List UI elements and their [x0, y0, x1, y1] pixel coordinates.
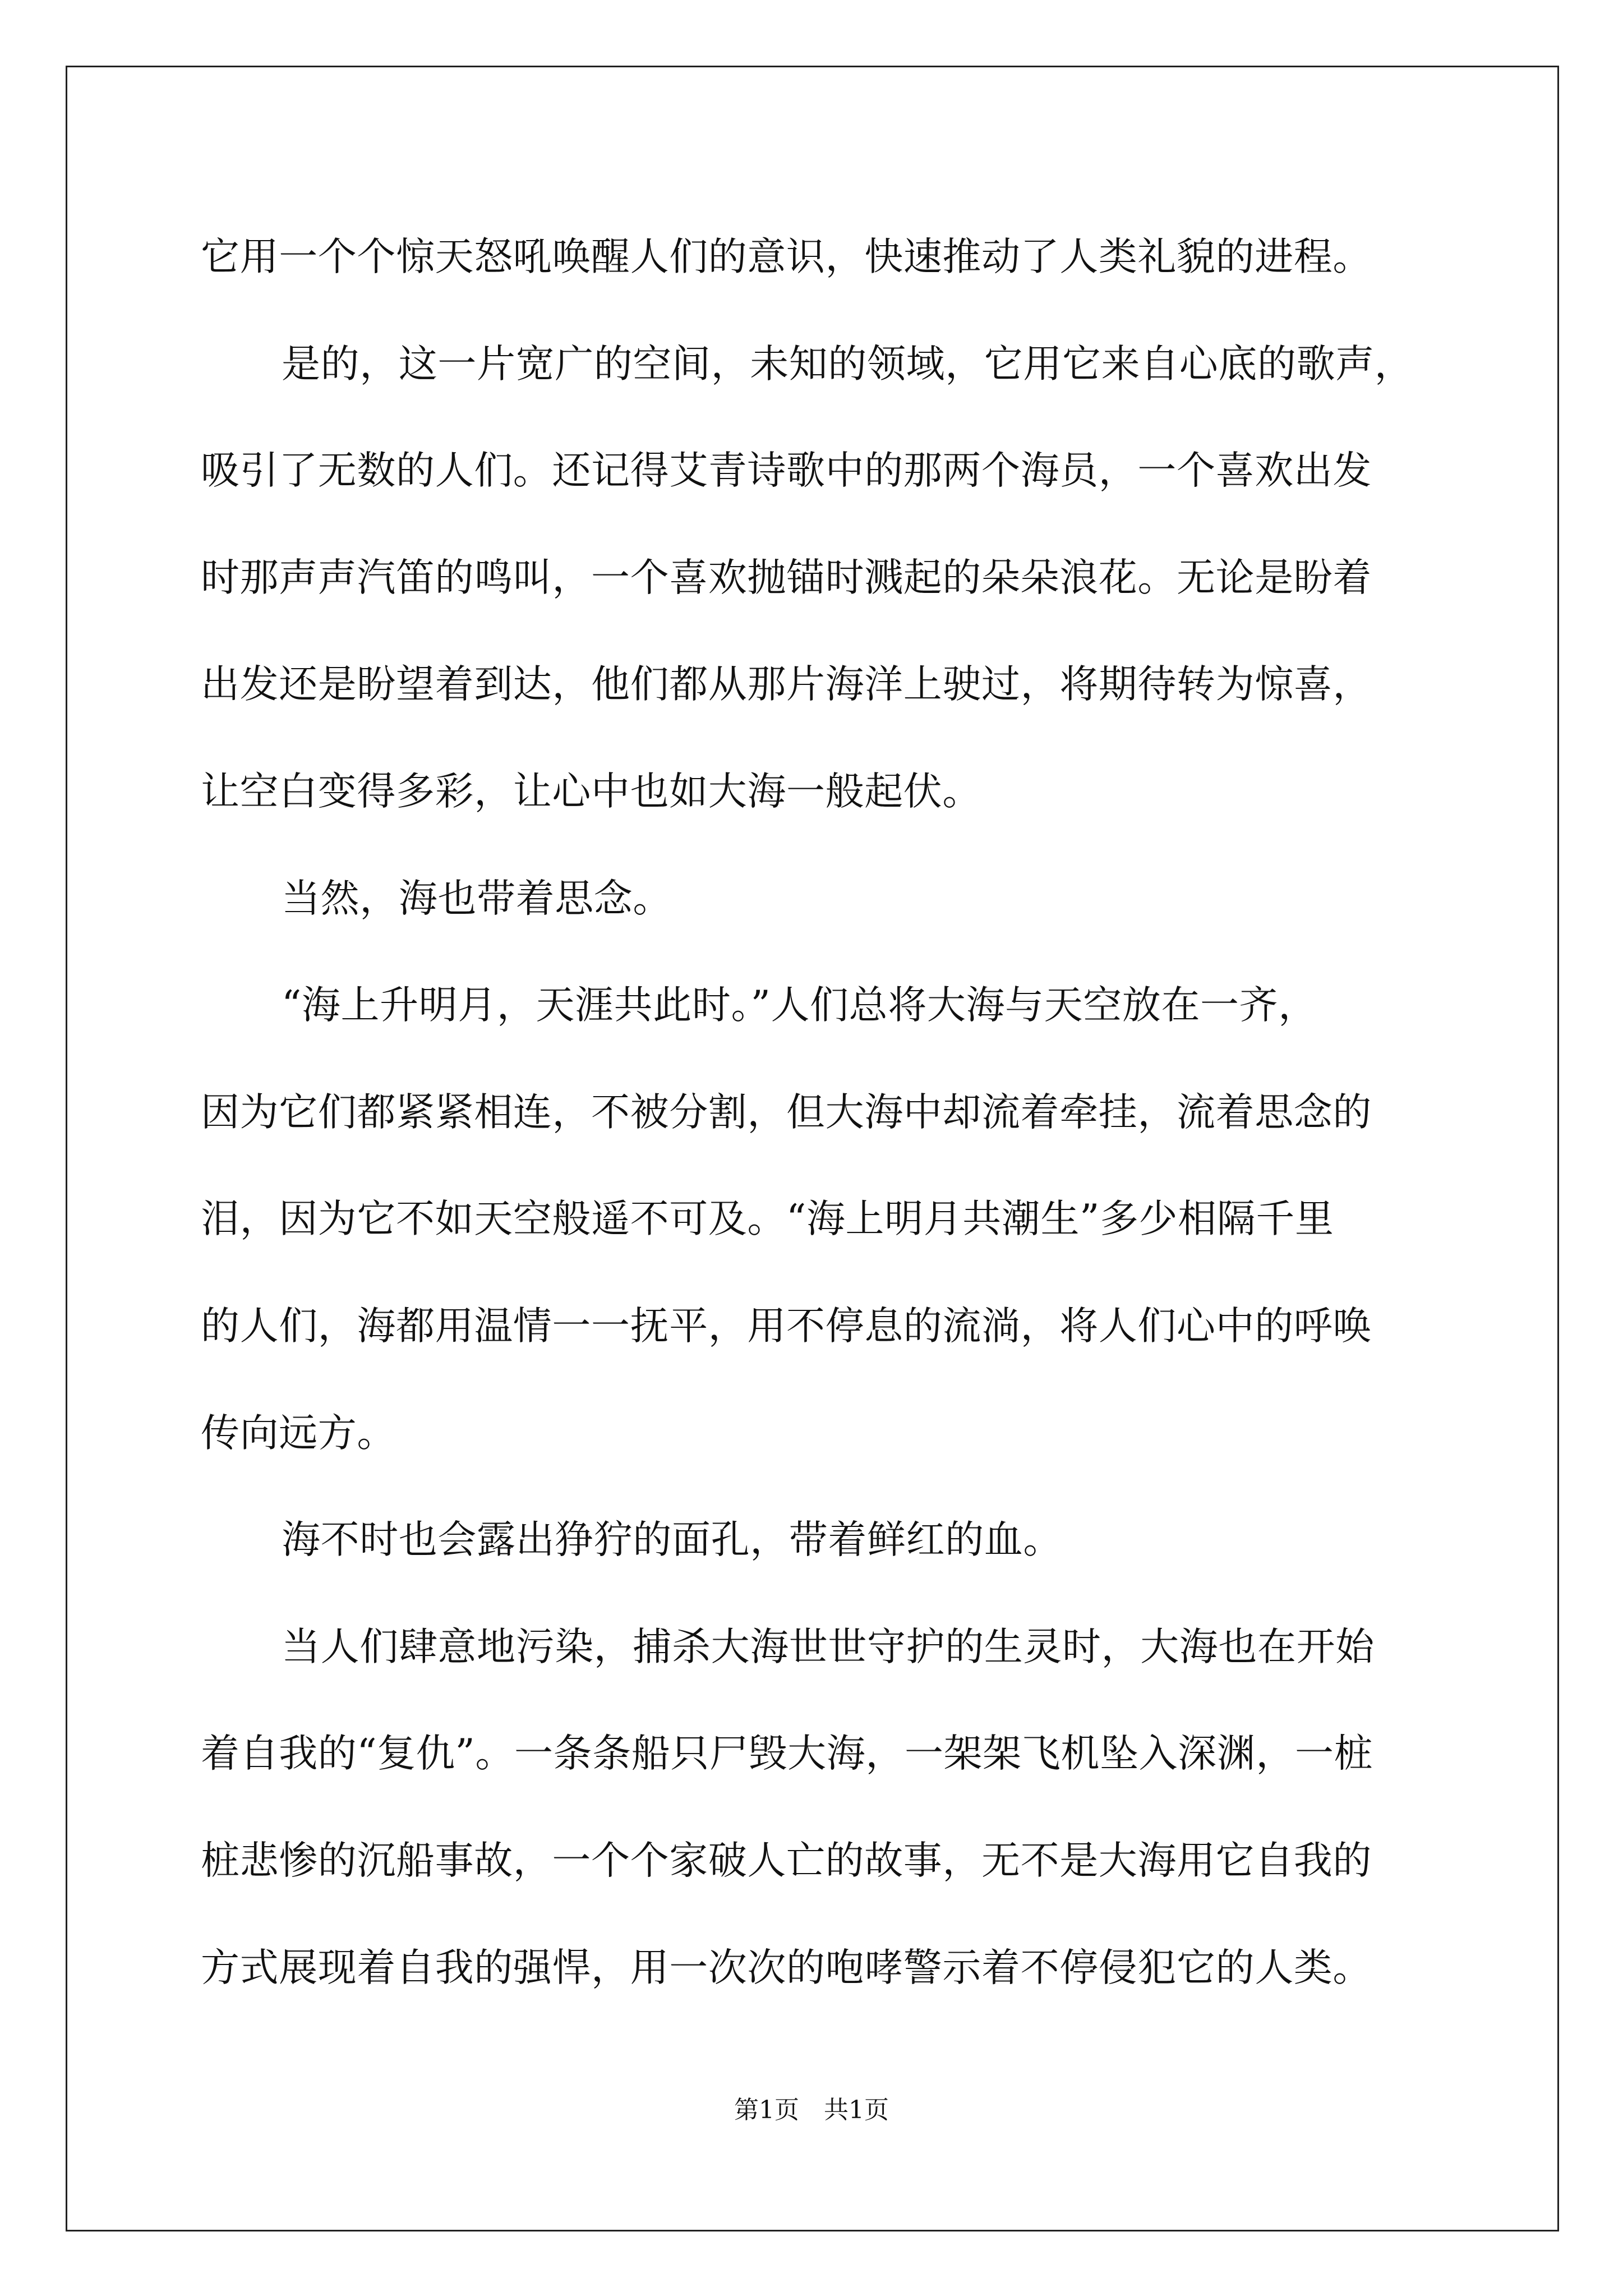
- paragraph-line: 时那声声汽笛的鸣叫，一个喜欢抛锚时溅起的朵朵浪花。无论是盼着: [201, 555, 1372, 600]
- page-border: [66, 66, 1559, 2231]
- paragraph-line: 当人们肆意地污染，捕杀大海世世守护的生灵时，大海也在开始: [282, 1625, 1375, 1669]
- paragraph-line: 的人们，海都用温情一一抚平，用不停息的流淌，将人们心中的呼唤: [201, 1304, 1372, 1349]
- paragraph-line: 桩悲惨的沉船事故，一个个家破人亡的故事，无不是大海用它自我的: [201, 1838, 1372, 1883]
- paragraph-line: 海不时也会露出狰狞的面孔，带着鲜红的血。: [282, 1517, 1062, 1562]
- paragraph-line: 是的，这一片宽广的空间，未知的领域，它用它来自心底的歌声，: [282, 342, 1414, 386]
- page-footer: 第1页 共1页: [734, 2096, 889, 2124]
- paragraph-line: 着自我的“复仇”。一条条船只尸毁大海，一架架飞机坠入深渊，一桩: [201, 1731, 1373, 1776]
- paragraph-line: 方式展现着自我的强悍，用一次次的咆哮警示着不停侵犯它的人类。: [201, 1945, 1372, 1990]
- paragraph-line: 传向远方。: [201, 1411, 396, 1456]
- paragraph-line: “海上升明月，天涯共此时。”人们总将大海与天空放在一齐，: [282, 983, 1317, 1028]
- paragraph-line: 因为它们都紧紧相连，不被分割，但大海中却流着牵挂，流着思念的: [201, 1090, 1372, 1135]
- paragraph-line: 让空白变得多彩，让心中也如大海一般起伏。: [201, 769, 981, 814]
- paragraph-line: 它用一个个惊天怒吼唤醒人们的意识，快速推动了人类礼貌的进程。: [201, 234, 1372, 279]
- paragraph-line: 出发还是盼望着到达，他们都从那片海洋上驶过，将期待转为惊喜，: [201, 662, 1372, 707]
- paragraph-line: 泪，因为它不如天空般遥不可及。“海上明月共潮生”多少相隔千里: [201, 1197, 1334, 1241]
- paragraph-line: 当然，海也带着思念。: [282, 876, 672, 921]
- paragraph-line: 吸引了无数的人们。还记得艾青诗歌中的那两个海员，一个喜欢出发: [201, 448, 1372, 493]
